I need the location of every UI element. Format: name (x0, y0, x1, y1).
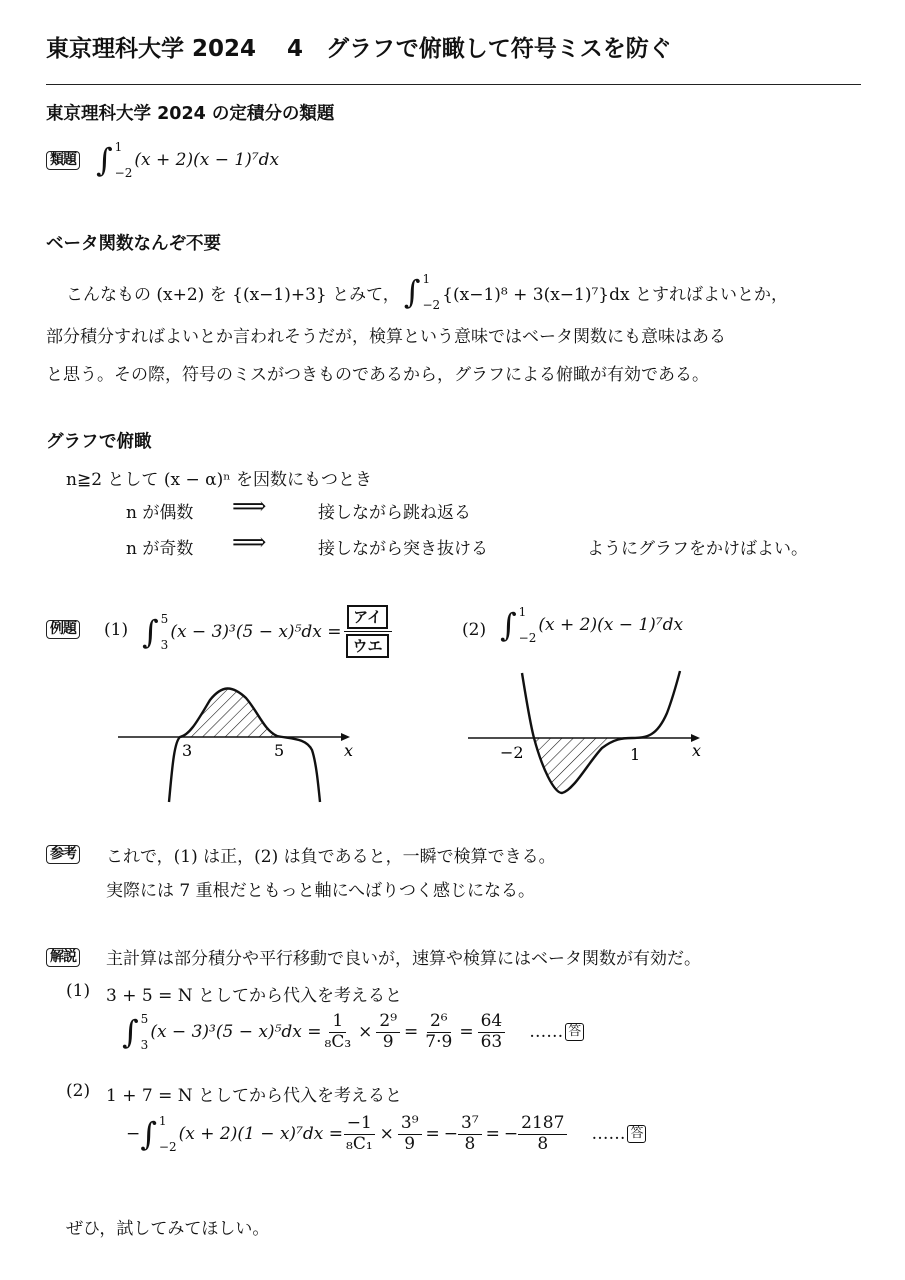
similar-problem (46, 140, 279, 180)
title-divider (46, 84, 861, 85)
solution-intro: 主計算は部分積分や平行移動で良いが，速算や検算にはベータ関数が有効だ。 (106, 949, 701, 969)
solution-1-equation: ∫ 5 3 (x − 3)³(5 − x)⁵dx = $\frac{1}{\text{₈C₃}}$ × $\frac{\text{2⁹}}{9}$ = $\frac{\text{2⁶}}{7\cdot 9}$ = $\frac{64}{63}$ …… 答 (122, 1012, 584, 1052)
x-axis-arrow-icon (341, 733, 350, 741)
section-heading-graph: グラフで俯瞰 (46, 432, 152, 452)
note-badge-wrap (46, 843, 80, 864)
s2-lower: −2 (158, 1140, 177, 1155)
even-label: n が偶数 (126, 503, 194, 523)
solution-2-equation: − ∫ 1 −2 (x + 2)(1 − x)⁷dx = $\frac{-1}{\text{₈C₁}}$ × $\frac{\text{3⁹}}{9}$ = − $\frac{\text{3⁷}}{8}$ = − $\frac{2187}{8}$ …… 答 (126, 1114, 646, 1154)
badge-solution: 解説 (46, 948, 80, 967)
p1-text-b: {(x−1)⁸ + 3(x−1)⁷}dx とすればよいとか， (442, 284, 788, 305)
solution-1-label: (1) (66, 981, 91, 1001)
p1-text-a: こんなもの (x+2) を {(x−1)+3} とみて， (66, 284, 400, 305)
s2-upper: 1 (158, 1114, 167, 1129)
upper-limit: 1 (114, 140, 123, 154)
answer-box-fraction (344, 605, 392, 658)
s1-fraction-3: $\frac{\text{2⁶}}{7\cdot 9}$ (425, 1011, 453, 1052)
axis-label-x: x (692, 741, 702, 760)
s2-answer-fraction: $\frac{2187}{8}$ (518, 1114, 567, 1154)
s1-answer-fraction: $\frac{64}{63}$ (478, 1012, 506, 1052)
p1-lower-limit: −2 (422, 298, 441, 312)
curve-example-2 (522, 671, 680, 793)
answer-box-numerator: アイ (347, 605, 388, 629)
even-arrow-icon: ⟹ (232, 492, 267, 520)
p1-upper-limit: 1 (422, 272, 431, 286)
shaded-region-positive (180, 688, 277, 737)
shaded-region-negative (534, 738, 632, 793)
note-line-2: 実際には 7 重根だともっと軸にへばりつく感じになる。 (106, 881, 535, 901)
badge-example: 例題 (46, 620, 80, 639)
paragraph-line-3: と思う。その際，符号のミスがつきものであるから，グラフによる俯瞰が有効である。 (46, 365, 709, 385)
graph-condition: n≧2 として (x − α)ⁿ を因数にもつとき (66, 470, 372, 490)
graph-example-2 (462, 668, 712, 808)
example-2-expression: ∫ 1 −2 (x + 2)(x − 1)⁷dx (500, 605, 684, 645)
ex2-upper: 1 (518, 605, 527, 619)
s1-integrand: (x − 3)³(5 − x)⁵dx = (150, 1022, 322, 1043)
s2-fraction-2: $\frac{\text{3⁹}}{9}$ (398, 1114, 422, 1154)
solution-1-text: 3 + 5 = N としてから代入を考えると (106, 986, 403, 1006)
closing-text: ぜひ，試してみてほしい。 (66, 1219, 270, 1239)
badge-note: 参考 (46, 845, 80, 864)
example-1-expression: ∫ 5 3 (x − 3)³(5 − x)⁵dx = $\frac{\text{アイ}}{\text{ウエ}}$ (142, 605, 392, 658)
s1-fraction-1: $\frac{1}{\text{₈C₃}}$ (324, 1011, 352, 1052)
s2-dots: …… (591, 1124, 626, 1145)
ex2-integrand: (x + 2)(x − 1)⁷dx (538, 615, 684, 635)
lower-limit: −2 (114, 166, 133, 180)
ex1-lower: 3 (160, 637, 169, 652)
s2-fraction-3: $\frac{\text{3⁷}}{8}$ (458, 1114, 482, 1154)
integrand: (x + 2)(x − 1)⁷dx (134, 150, 280, 170)
note-line-1: これで，(1) は正，(2) は負であると，一瞬で検算できる。 (106, 847, 556, 867)
section-heading-beta: ベータ関数なんぞ不要 (46, 234, 221, 254)
example-1-label: (1) (104, 620, 129, 640)
answer-mark-2: 答 (627, 1125, 646, 1143)
graph-rule-tail: ようにグラフをかけばよい。 (587, 539, 808, 559)
solution-2-text: 1 + 7 = N としてから代入を考えると (106, 1086, 403, 1106)
tick-label-3: 3 (182, 741, 193, 760)
s1-fraction-2: $\frac{\text{2⁹}}{9}$ (376, 1012, 400, 1052)
odd-arrow-icon: ⟹ (232, 528, 267, 556)
odd-result: 接しながら突き抜ける (318, 539, 488, 559)
tick-label-1: 1 (630, 745, 641, 764)
page-title: 東京理科大学 2024 4 グラフで俯瞰して符号ミスを防ぐ (46, 36, 672, 62)
solution-2-label: (2) (66, 1081, 91, 1101)
s2-integrand: (x + 2)(1 − x)⁷dx = (178, 1124, 343, 1145)
answer-mark-1: 答 (565, 1023, 584, 1041)
s1-lower: 3 (140, 1038, 149, 1053)
section-heading-similar-problem: 東京理科大学 2024 の定積分の類題 (46, 104, 335, 124)
example-2-label: (2) (462, 620, 487, 640)
ex1-integrand: (x − 3)³(5 − x)⁵dx = (170, 621, 342, 642)
paragraph-line-1: こんなもの (x+2) を {(x−1)+3} とみて， ∫ 1 −2 {(x−1)⁸ + 3(x−1)⁷}dx とすればよいとか， (66, 272, 788, 312)
odd-label: n が奇数 (126, 539, 194, 559)
axis-label-x: x (344, 741, 354, 760)
integral-expression: ∫ 1 −2 (x + 2)(x − 1)⁷dx (96, 140, 280, 180)
tick-label-minus-2: −2 (500, 743, 524, 762)
tick-label-5: 5 (274, 741, 285, 760)
s1-dots: …… (529, 1022, 564, 1043)
badge-similar: 類題 (46, 151, 80, 170)
ex1-upper: 5 (160, 611, 169, 626)
s1-upper: 5 (140, 1012, 149, 1027)
example-header (46, 618, 80, 639)
ex2-lower: −2 (518, 631, 537, 645)
s2-fraction-1: $\frac{-1}{\text{₈C₁}}$ (343, 1114, 376, 1154)
paragraph-line-2: 部分積分すればよいとか言われそうだが，検算という意味ではベータ関数にも意味はある (46, 327, 726, 347)
graph-example-1 (112, 680, 362, 810)
answer-box-denominator: ウエ (346, 634, 388, 658)
even-result: 接しながら跳ね返る (318, 503, 471, 523)
solution-badge-wrap (46, 946, 80, 967)
